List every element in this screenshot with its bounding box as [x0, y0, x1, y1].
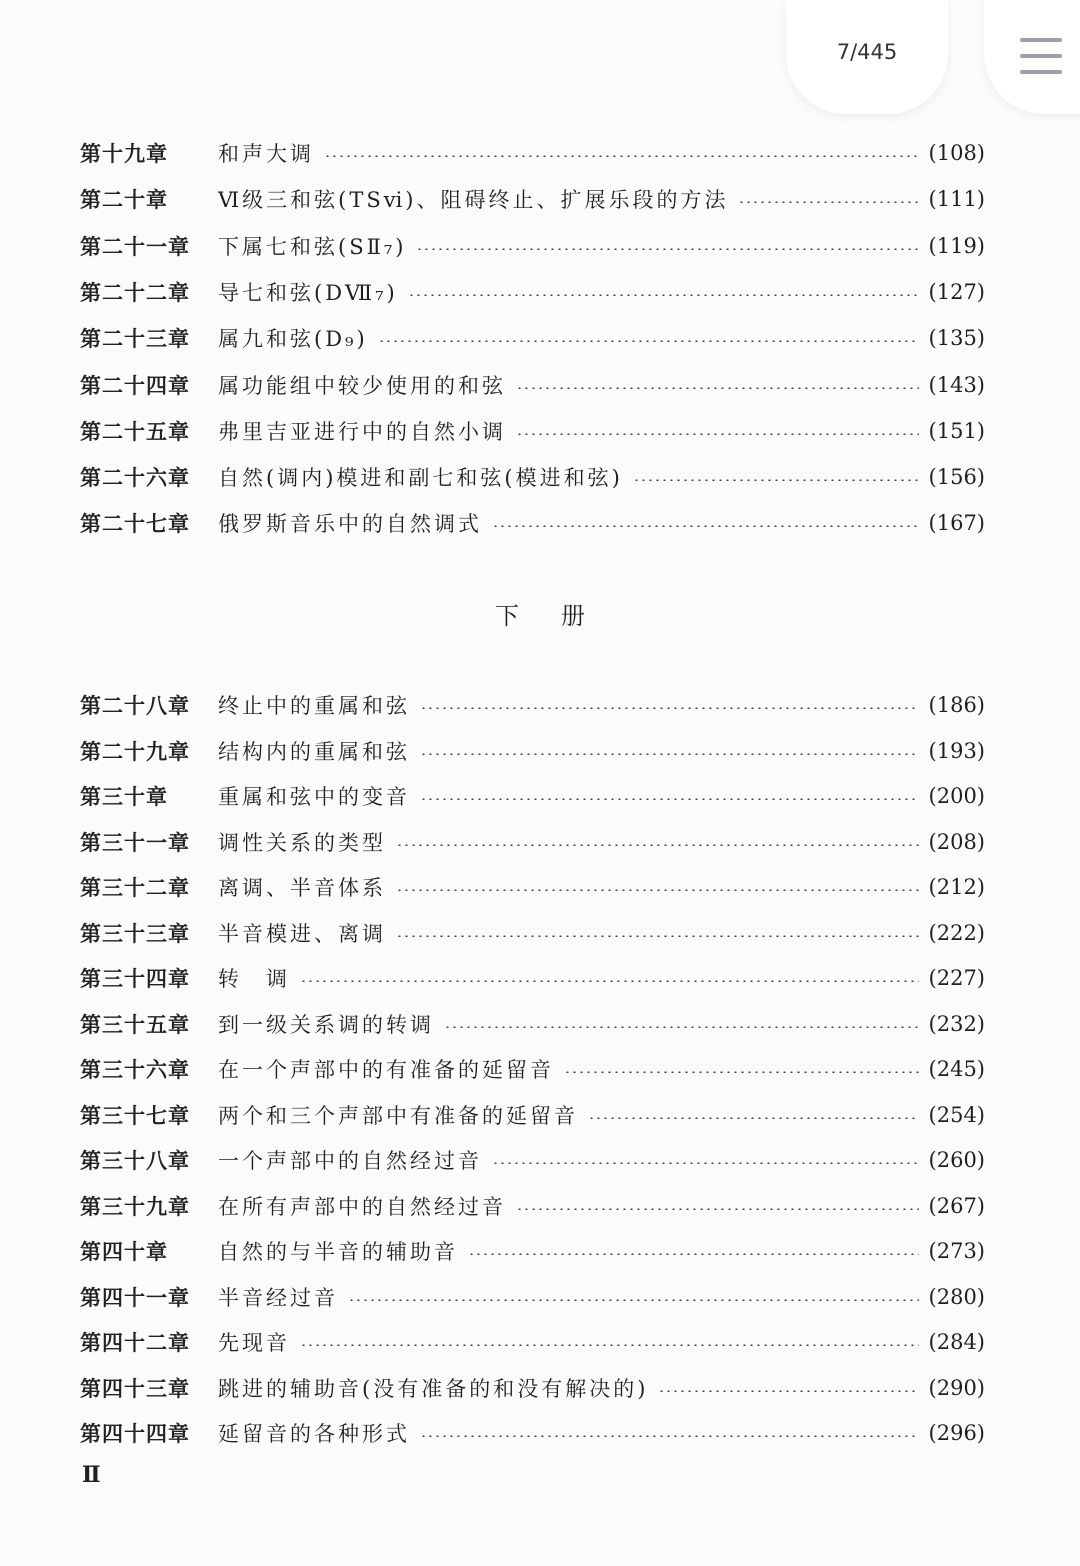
toc-entry[interactable]	[80, 1277, 985, 1317]
chapter-title: 跳进的辅助音(没有准备的和没有解决的)	[218, 1376, 649, 1401]
toc-entry[interactable]	[80, 958, 985, 998]
page-ref: (167)	[928, 511, 985, 536]
dot-leader	[468, 1253, 919, 1255]
dot-leader	[378, 340, 919, 342]
toc-entry[interactable]	[80, 1322, 985, 1362]
page-ref: (222)	[928, 920, 985, 945]
chapter-title: 调性关系的类型	[218, 830, 386, 855]
chapter-number: 第三十一章	[80, 829, 190, 855]
page-ref: (227)	[928, 966, 985, 990]
page-ref: (151)	[928, 418, 985, 443]
page-ref: (186)	[928, 693, 985, 717]
dot-leader	[420, 707, 919, 709]
chapter-title: 终止中的重属和弦	[218, 694, 410, 718]
chapter-number: 第二十六章	[80, 465, 190, 491]
dot-leader	[408, 294, 919, 296]
toc-entry[interactable]	[80, 318, 985, 358]
chapter-title: 离调、半音体系	[218, 876, 386, 900]
chapter-number: 第四十四章	[80, 1421, 190, 1446]
chapter-title: 在一个声部中的有准备的延留音	[218, 1058, 554, 1082]
chapter-number: 第三十二章	[80, 875, 190, 900]
chapter-number: 第三十六章	[80, 1057, 190, 1082]
chapter-number: 第二十四章	[80, 372, 190, 398]
dot-leader	[492, 525, 919, 527]
page-ref: (296)	[928, 1421, 985, 1445]
page-ref: (245)	[928, 1057, 985, 1081]
dot-leader	[416, 248, 918, 250]
chapter-title: 重属和弦中的变音	[218, 785, 410, 809]
chapter-title: 两个和三个声部中有准备的延留音	[218, 1103, 578, 1128]
toc-entry[interactable]	[80, 503, 985, 543]
dot-leader	[396, 844, 919, 846]
chapter-title: 自然的与半音的辅助音	[218, 1240, 458, 1264]
dot-leader	[516, 433, 919, 435]
toc-entry[interactable]	[80, 1368, 985, 1408]
chapter-title: Ⅵ级三和弦(TSⅵ)、阻碍终止、扩展乐段的方法	[218, 188, 729, 213]
chapter-title: 到一级关系调的转调	[218, 1012, 434, 1037]
chapter-number: 第二十九章	[80, 738, 190, 764]
page-ref: (260)	[928, 1148, 985, 1172]
chapter-title: 一个声部中的自然经过音	[218, 1149, 482, 1173]
page-ref: (284)	[928, 1330, 985, 1354]
toc-entry[interactable]	[80, 365, 985, 405]
page-ref: (119)	[928, 233, 985, 258]
toc-entry[interactable]	[80, 226, 985, 266]
toc-entry[interactable]	[80, 913, 985, 953]
chapter-number: 第三十五章	[80, 1011, 190, 1037]
toc-entry[interactable]	[80, 272, 985, 312]
chapter-title: 先现音	[218, 1331, 290, 1355]
chapter-number: 第二十章	[80, 187, 168, 213]
dot-leader	[420, 753, 919, 755]
chapter-number: 第二十二章	[80, 279, 190, 305]
chapter-title: 弗里吉亚进行中的自然小调	[218, 419, 506, 444]
page-ref: (135)	[928, 326, 985, 351]
dot-leader	[420, 798, 919, 800]
toc-entry[interactable]	[80, 179, 985, 219]
toc-entry[interactable]	[80, 776, 985, 816]
dot-leader	[396, 889, 919, 891]
dot-leader	[300, 980, 919, 982]
chapter-title: 属功能组中较少使用的和弦	[218, 373, 506, 398]
chapter-number: 第三十三章	[80, 920, 190, 946]
dot-leader	[492, 1162, 919, 1164]
chapter-title: 转 调	[218, 967, 290, 991]
toc-entry[interactable]	[80, 411, 985, 451]
chapter-title: 半音模进、离调	[218, 921, 386, 946]
toc-entry[interactable]	[80, 1231, 985, 1271]
menu-button[interactable]	[984, 0, 1080, 114]
section-heading: 下册	[495, 602, 627, 630]
toc-entry[interactable]	[80, 1186, 985, 1226]
page-ref: (232)	[928, 1011, 985, 1036]
dot-leader	[300, 1344, 919, 1346]
dot-leader	[348, 1299, 919, 1301]
chapter-number: 第三十章	[80, 784, 168, 809]
page-ref: (156)	[928, 465, 985, 490]
dot-leader	[516, 387, 919, 389]
toc-entry[interactable]	[80, 457, 985, 497]
dot-leader	[658, 1390, 918, 1392]
chapter-number: 第四十二章	[80, 1330, 190, 1355]
dot-leader	[516, 1208, 919, 1210]
page-ref: (212)	[928, 875, 985, 899]
page-ref: (208)	[928, 829, 985, 854]
page-ref: (111)	[928, 187, 985, 212]
page-ref: (290)	[928, 1375, 985, 1400]
chapter-number: 第三十九章	[80, 1193, 190, 1219]
toc-entry[interactable]	[80, 1049, 985, 1089]
page-ref: (143)	[928, 372, 985, 397]
page-ref: (280)	[928, 1284, 985, 1309]
chapter-number: 第四十一章	[80, 1284, 190, 1310]
chapter-title: 属九和弦(D₉)	[218, 327, 368, 352]
page-number: Ⅱ	[82, 1462, 101, 1488]
dot-leader	[588, 1117, 919, 1119]
toc-entry[interactable]	[80, 1004, 985, 1044]
page-ref: (127)	[928, 279, 985, 304]
chapter-number: 第四十三章	[80, 1375, 190, 1401]
toc-entry[interactable]	[80, 1413, 985, 1453]
dot-leader	[738, 201, 918, 203]
chapter-number: 第二十八章	[80, 693, 190, 718]
page-ref: (193)	[928, 738, 985, 763]
chapter-title: 导七和弦(DⅦ₇)	[218, 280, 398, 305]
chapter-title: 在所有声部中的自然经过音	[218, 1194, 506, 1219]
chapter-number: 第二十一章	[80, 233, 190, 259]
chapter-title: 延留音的各种形式	[218, 1422, 410, 1446]
chapter-number: 第十九章	[80, 141, 168, 166]
toc-entry[interactable]	[80, 1095, 985, 1135]
dot-leader	[564, 1071, 919, 1073]
page-ref: (254)	[928, 1102, 985, 1127]
page-ref: (267)	[928, 1193, 985, 1218]
chapter-title: 结构内的重属和弦	[218, 739, 410, 764]
dot-leader	[324, 155, 919, 157]
page-indicator[interactable]	[786, 0, 948, 114]
chapter-number: 第二十五章	[80, 418, 190, 444]
toc-entry[interactable]	[80, 133, 985, 173]
dot-leader	[420, 1435, 919, 1437]
chapter-title: 和声大调	[218, 142, 314, 166]
chapter-number: 第二十三章	[80, 326, 190, 352]
chapter-number: 第三十八章	[80, 1148, 190, 1173]
dot-leader	[396, 935, 919, 937]
chapter-title: 半音经过音	[218, 1285, 338, 1310]
page-ref: (108)	[928, 141, 985, 165]
dot-leader	[633, 479, 919, 481]
chapter-number: 第三十四章	[80, 966, 190, 991]
chapter-number: 第三十七章	[80, 1102, 190, 1128]
page-ref: (200)	[928, 784, 985, 808]
chapter-title: 俄罗斯音乐中的自然调式	[218, 512, 482, 537]
toc-entry[interactable]	[80, 1140, 985, 1180]
toc-entry[interactable]	[80, 822, 985, 862]
toc-entry[interactable]	[80, 867, 985, 907]
chapter-number: 第四十章	[80, 1239, 168, 1264]
page-ref: (273)	[928, 1239, 985, 1263]
toc-entry[interactable]	[80, 685, 985, 725]
page-indicator-label: 7/445	[836, 40, 898, 64]
chapter-number: 第二十七章	[80, 511, 190, 537]
dot-leader	[444, 1026, 919, 1028]
chapter-title: 自然(调内)模进和副七和弦(模进和弦)	[218, 466, 623, 491]
toc-entry[interactable]	[80, 731, 985, 771]
chapter-title: 下属七和弦(SⅡ₇)	[218, 234, 407, 259]
hamburger-menu-icon	[1020, 36, 1062, 76]
